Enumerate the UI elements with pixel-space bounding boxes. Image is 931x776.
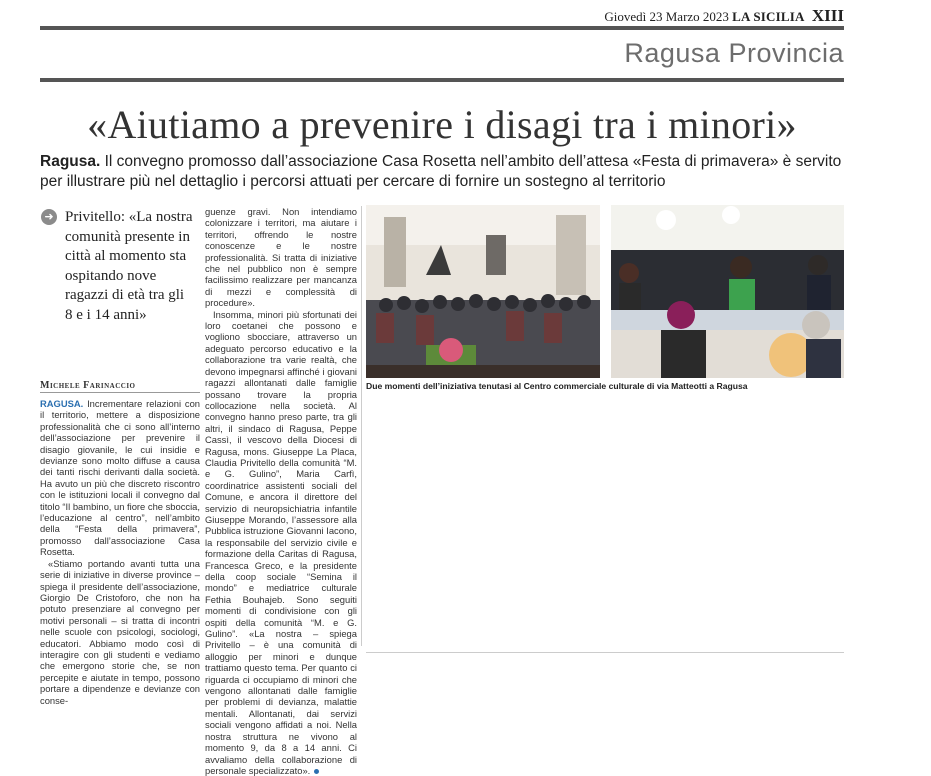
event-audience-photo [366,205,600,378]
pull-quote: Privitello: «La nostra comunità presente in città al momento sta ospitando nove ragazzi di età tra gli 8 e i 14 anni» [65,209,193,323]
audience-photo-illustration [366,205,600,378]
byline-rule [40,392,200,393]
article-column-1 [40,398,200,706]
paragraph-text: Incrementare relazioni con il territorio, mettere a disposizione professionalità che ci sono all’interno dell’associazione per prevenire il disagio giovanile, le cui insidie e devianze sono molto diffuse a causa dei tanti rischi derivanti dalla società. Ha avuto un più che discreto riscontro con le istituzioni locali il convegno dal titolo “Il bambino, un fiore che sboccia, l’educazione al centro”, nell’ambito della “Festa della primavera”, promosso dall’associazione Casa Rosetta. [40,398,200,558]
paragraph-text: Insomma, minori più sfortunati dei loro coetanei che possono e vogliono sbocciare, attraverso un adeguato percorso educativo e la collaborazione tra varie realtà, che devono impegnarsi affinché i giovani ragazzi allontanati dalle famiglie possano trovare la propria collocazione nella società. Al convegno hanno preso parte, tra gli altri, il sindaco di Ragusa, Peppe Cassì, il vescovo della Diocesi di Ragusa, mons. Giuseppe La Placa, Claudia Privitello della comunità “M. e G. Gulino”, Maria Carfì, coordinatrice assistenti sociali del Comune, e ancora il direttore del servizio di neuropsichiatria infantile Giuseppe Morando, l’assessore alla Pubblica istruzione Giovanni Iacono, la responsabile del servizio civile e formazione della Caritas di Ragusa, Francesca Greco, e la presidente della coop sociale “Semina il mondo” e mediatrice culturale Fethia Bouhajeb. Sono seguiti momenti di condivisione con gli ospiti della comunità “M. e G. Gulino”. «La nostra – spiega Privitello – è una comunità di alloggio per minori e dunque trattiamo questo tema. Per quanto ci riguarda ci occupiamo di minori che vengono allontanati dalle famiglie per problemi di devianza, malattie mentali. Allontanati, dai servizi sociali vengono affidati a noi. Nella nostra struttura ne vivono al momento 9, da 8 a 14 anni. Ci avvaliamo della collaborazione di personale specializzato». [205,308,357,776]
paragraph: «Stiamo portando avanti tutta una serie di iniziative in diverse province – spiega il presidente dell’associazione, Giorgio De Cristoforo, che non ha potuto presenziare al convegno per motivi personali – si tratta di incontri nelle scuole con psicologi, sociologi, educatori. Abbiamo modo così di interagire con gli studenti e vediamo che emergono storie che, se non percepite e aiutate in tempo, possono portare a dipendenze e devianze con conse- [40,557,200,706]
column-divider [361,206,362,646]
subhead-text: Il convegno promosso dall’associazione Casa Rosetta nell’ambito dell’attesa «Festa di primavera» è servito per illustrare più nel dettaglio i percorsi attuati per cercare di fornire un sostegno al territorio [40,153,842,190]
subheadline [40,152,844,192]
dateline: RAGUSA. [40,398,84,409]
page-number: XIII [811,6,844,25]
photo-caption: Due momenti dell’iniziativa tenutasi al Centro commerciale culturale di via Matteotti a Ragusa [366,381,748,391]
headline: «Aiutiamo a prevenire i disagi tra i minori» [87,102,797,147]
speakers-photo-illustration [611,205,844,378]
masthead [40,6,844,25]
byline: Michele Farinaccio [40,380,136,391]
bottom-rule [366,652,844,653]
article-column-2 [205,206,357,776]
end-mark-icon [314,769,319,774]
event-speakers-photo [611,205,844,378]
paragraph [205,309,357,776]
issue-date: Giovedì 23 Marzo 2023 [604,9,729,24]
masthead-rule [40,26,844,30]
subhead-place: Ragusa. [40,153,101,170]
arrow-icon: ➜ [41,209,57,225]
section-title: Ragusa Provincia [624,38,844,68]
section-rule [40,78,844,82]
paragraph: guenze gravi. Non intendiamo colonizzare i territori, ma aiutare i territori, offrendo le nostre conoscenze e le nostre professionalità. Si tratta di iniziative che nel pubblico non è sempre facilissimo realizzare per mancanza di mezzi e complessità di procedure». [205,206,357,309]
paragraph [40,398,200,558]
newspaper-name: LA SICILIA [732,9,805,24]
